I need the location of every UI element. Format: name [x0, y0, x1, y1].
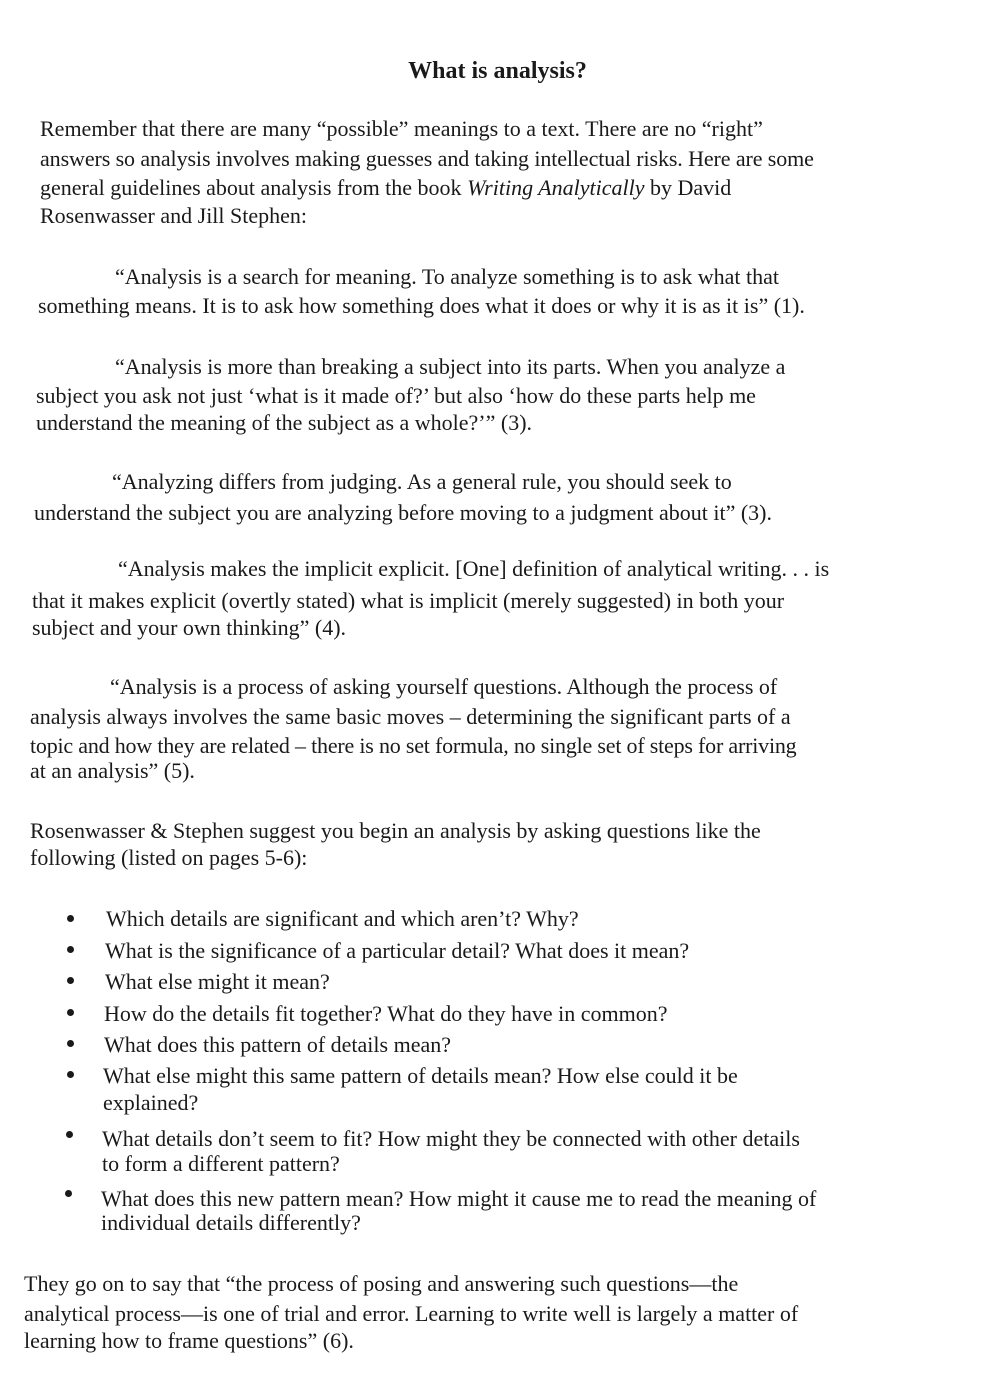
intro-text: general guidelines about analysis from the book: [40, 175, 468, 200]
bullet-icon: [67, 977, 74, 984]
list-item: to form a different pattern?: [102, 1151, 340, 1176]
quote-line: understand the subject you are analyzing before moving to a judgment about it” (3).: [34, 500, 772, 525]
list-item: Which details are significant and which aren’t? Why?: [106, 906, 579, 931]
list-item: What else might it mean?: [105, 969, 330, 994]
list-item: What details don’t seem to fit? How might they be connected with other details: [102, 1126, 800, 1151]
bullet-icon: [67, 1071, 74, 1078]
quote-line: something means. It is to ask how something does what it does or why it is as it is” (1).: [38, 293, 805, 318]
conclusion-line: They go on to say that “the process of posing and answering such questions—the: [24, 1271, 739, 1296]
quote-line: analysis always involves the same basic moves – determining the significant parts of a: [30, 704, 791, 729]
bullet-icon: [67, 1009, 74, 1016]
list-item: What does this pattern of details mean?: [104, 1032, 451, 1057]
list-item: What is the significance of a particular detail? What does it mean?: [105, 938, 690, 963]
quote-line: “Analysis is a search for meaning. To analyze something is to ask what that: [115, 264, 779, 289]
intro-line: Remember that there are many “possible” meanings to a text. There are no “right”: [40, 116, 763, 141]
bullet-icon: [67, 1040, 74, 1047]
quote-line: understand the meaning of the subject as a whole?’” (3).: [36, 410, 533, 435]
quote-line: subject and your own thinking” (4).: [32, 615, 347, 640]
bullet-icon: [66, 1131, 73, 1138]
quote-line: subject you ask not just ‘what is it made of?’ but also ‘how do these parts help me: [36, 383, 756, 408]
lead-in-line: Rosenwasser & Stephen suggest you begin an analysis by asking questions like the: [30, 818, 761, 843]
quote-line: “Analysis is more than breaking a subject into its parts. When you analyze a: [115, 354, 786, 379]
quote-line: that it makes explicit (overtly stated) what is implicit (merely suggested) in both your: [32, 588, 785, 613]
quote-line: “Analysis is a process of asking yourself questions. Although the process of: [110, 674, 778, 699]
intro-line: [40, 175, 731, 201]
intro-line: answers so analysis involves making guesses and taking intellectual risks. Here are some: [40, 146, 814, 171]
page-title: What is analysis?: [408, 58, 587, 84]
book-title: Writing Analytically: [467, 175, 645, 200]
quote-line: at an analysis” (5).: [30, 758, 195, 783]
conclusion-line: learning how to frame questions” (6).: [24, 1328, 354, 1353]
list-item: What else might this same pattern of details mean? How else could it be: [103, 1063, 738, 1088]
list-item: What does this new pattern mean? How might it cause me to read the meaning of: [101, 1186, 817, 1211]
list-item: explained?: [103, 1090, 199, 1115]
intro-line: Rosenwasser and Jill Stephen:: [40, 203, 308, 228]
bullet-icon: [65, 1190, 72, 1197]
quote-line: “Analysis makes the implicit explicit. [One] definition of analytical writing. . . is: [118, 556, 830, 581]
conclusion-line: analytical process—is one of trial and error. Learning to write well is largely a matter of: [24, 1301, 799, 1326]
intro-text: by David: [644, 175, 732, 200]
quote-line: “Analyzing differs from judging. As a general rule, you should seek to: [112, 469, 732, 494]
list-item: individual details differently?: [101, 1210, 361, 1235]
lead-in-line: following (listed on pages 5-6):: [30, 845, 308, 870]
quote-line: topic and how they are related – there is no set formula, no single set of steps for arriving: [30, 733, 797, 758]
list-item: How do the details fit together? What do they have in common?: [104, 1001, 668, 1026]
bullet-icon: [67, 946, 74, 953]
bullet-icon: [67, 915, 74, 922]
